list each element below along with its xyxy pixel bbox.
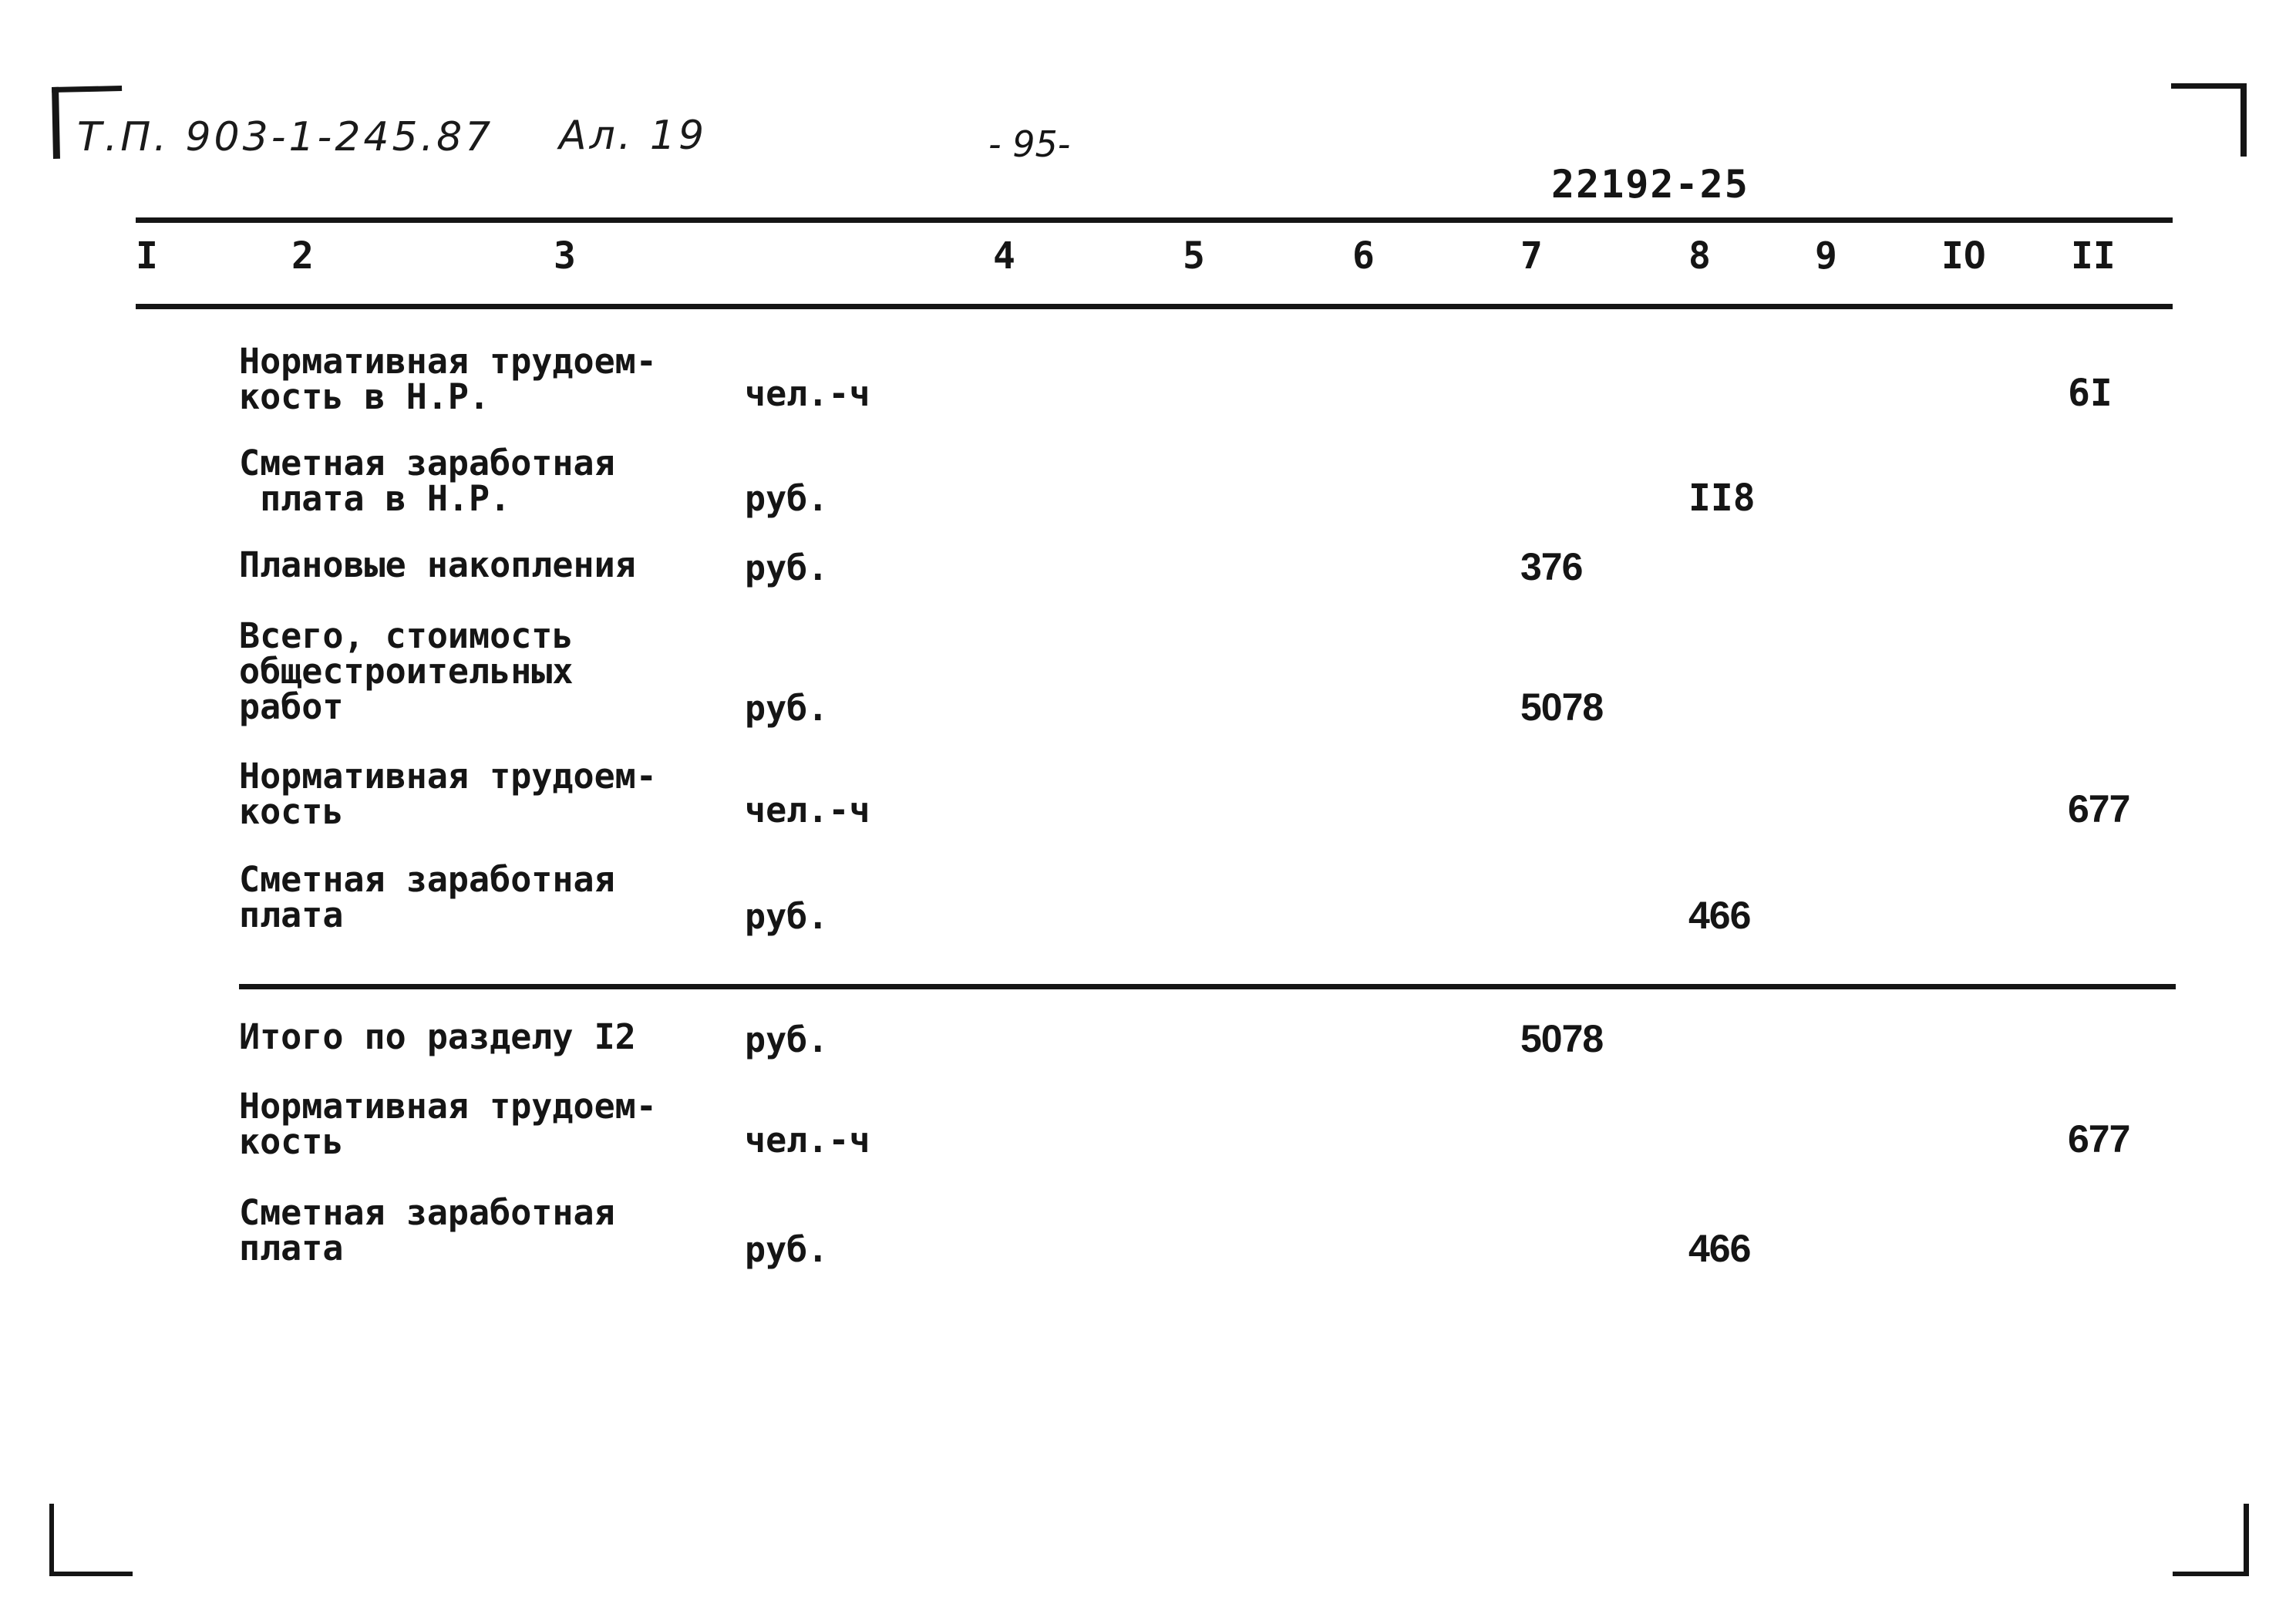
column-number-5: 5 (1183, 234, 1205, 278)
column-number-6: 6 (1352, 234, 1375, 278)
total-row-unit: чел.-ч (745, 1120, 870, 1161)
row-unit: руб. (745, 478, 829, 519)
column-number-11: II (2071, 234, 2116, 278)
total-row-value-col7: 5078 (1520, 1017, 1604, 1060)
project-code: Т.П. 903-1-245.87 (77, 114, 494, 160)
row-unit: руб. (745, 688, 829, 729)
row-label: Сметная заработная плата (239, 859, 615, 935)
header-bottom-rule (136, 304, 2173, 309)
total-row-unit: руб. (745, 1019, 829, 1060)
row-value-col11: 677 (2068, 787, 2130, 831)
column-number-3: 3 (554, 234, 576, 278)
column-number-2: 2 (291, 234, 314, 278)
corner-mark-bottom-left (49, 1504, 133, 1576)
album-number: Ал. 19 (559, 113, 708, 159)
row-label: Всего, стоимость общестроительных работ (239, 615, 574, 727)
row-unit: руб. (745, 896, 829, 937)
total-row-value-col11: 677 (2068, 1117, 2130, 1161)
section-separator-rule (239, 984, 2176, 989)
column-number-4: 4 (993, 234, 1015, 278)
row-unit: чел.-ч (745, 790, 870, 831)
total-row-unit: руб. (745, 1229, 829, 1270)
row-value-col11: 6I (2068, 372, 2113, 415)
total-row-label: Нормативная трудоем- кость (239, 1086, 657, 1162)
column-number-10: IO (1941, 234, 1986, 278)
row-label: Нормативная трудоем- кость в Н.Р. (239, 341, 657, 417)
column-number-1: I (136, 234, 158, 278)
corner-mark-bottom-right (2173, 1504, 2249, 1576)
row-value-col7: 376 (1520, 545, 1583, 588)
table-top-rule (136, 217, 2173, 223)
row-unit: чел.-ч (745, 373, 870, 414)
page-number: - 95- (988, 123, 1071, 165)
total-row-label: Итого по разделу I2 (239, 1016, 636, 1057)
row-value-col7: 5078 (1520, 686, 1604, 729)
row-label: Плановые накопления (239, 544, 636, 585)
row-unit: руб. (745, 548, 829, 588)
row-label: Нормативная трудоем- кость (239, 756, 657, 832)
total-row-value-col8: 466 (1688, 1227, 1751, 1270)
row-label: Сметная заработная плата в Н.Р. (239, 443, 615, 519)
corner-mark-top-right (2171, 83, 2247, 157)
row-value-col8: 466 (1688, 894, 1751, 937)
column-number-9: 9 (1815, 234, 1837, 278)
row-value-col8: II8 (1688, 477, 1756, 520)
column-number-7: 7 (1520, 234, 1543, 278)
document-number: 22192-25 (1551, 162, 1749, 207)
total-row-label: Сметная заработная плата (239, 1192, 615, 1269)
column-number-8: 8 (1688, 234, 1711, 278)
